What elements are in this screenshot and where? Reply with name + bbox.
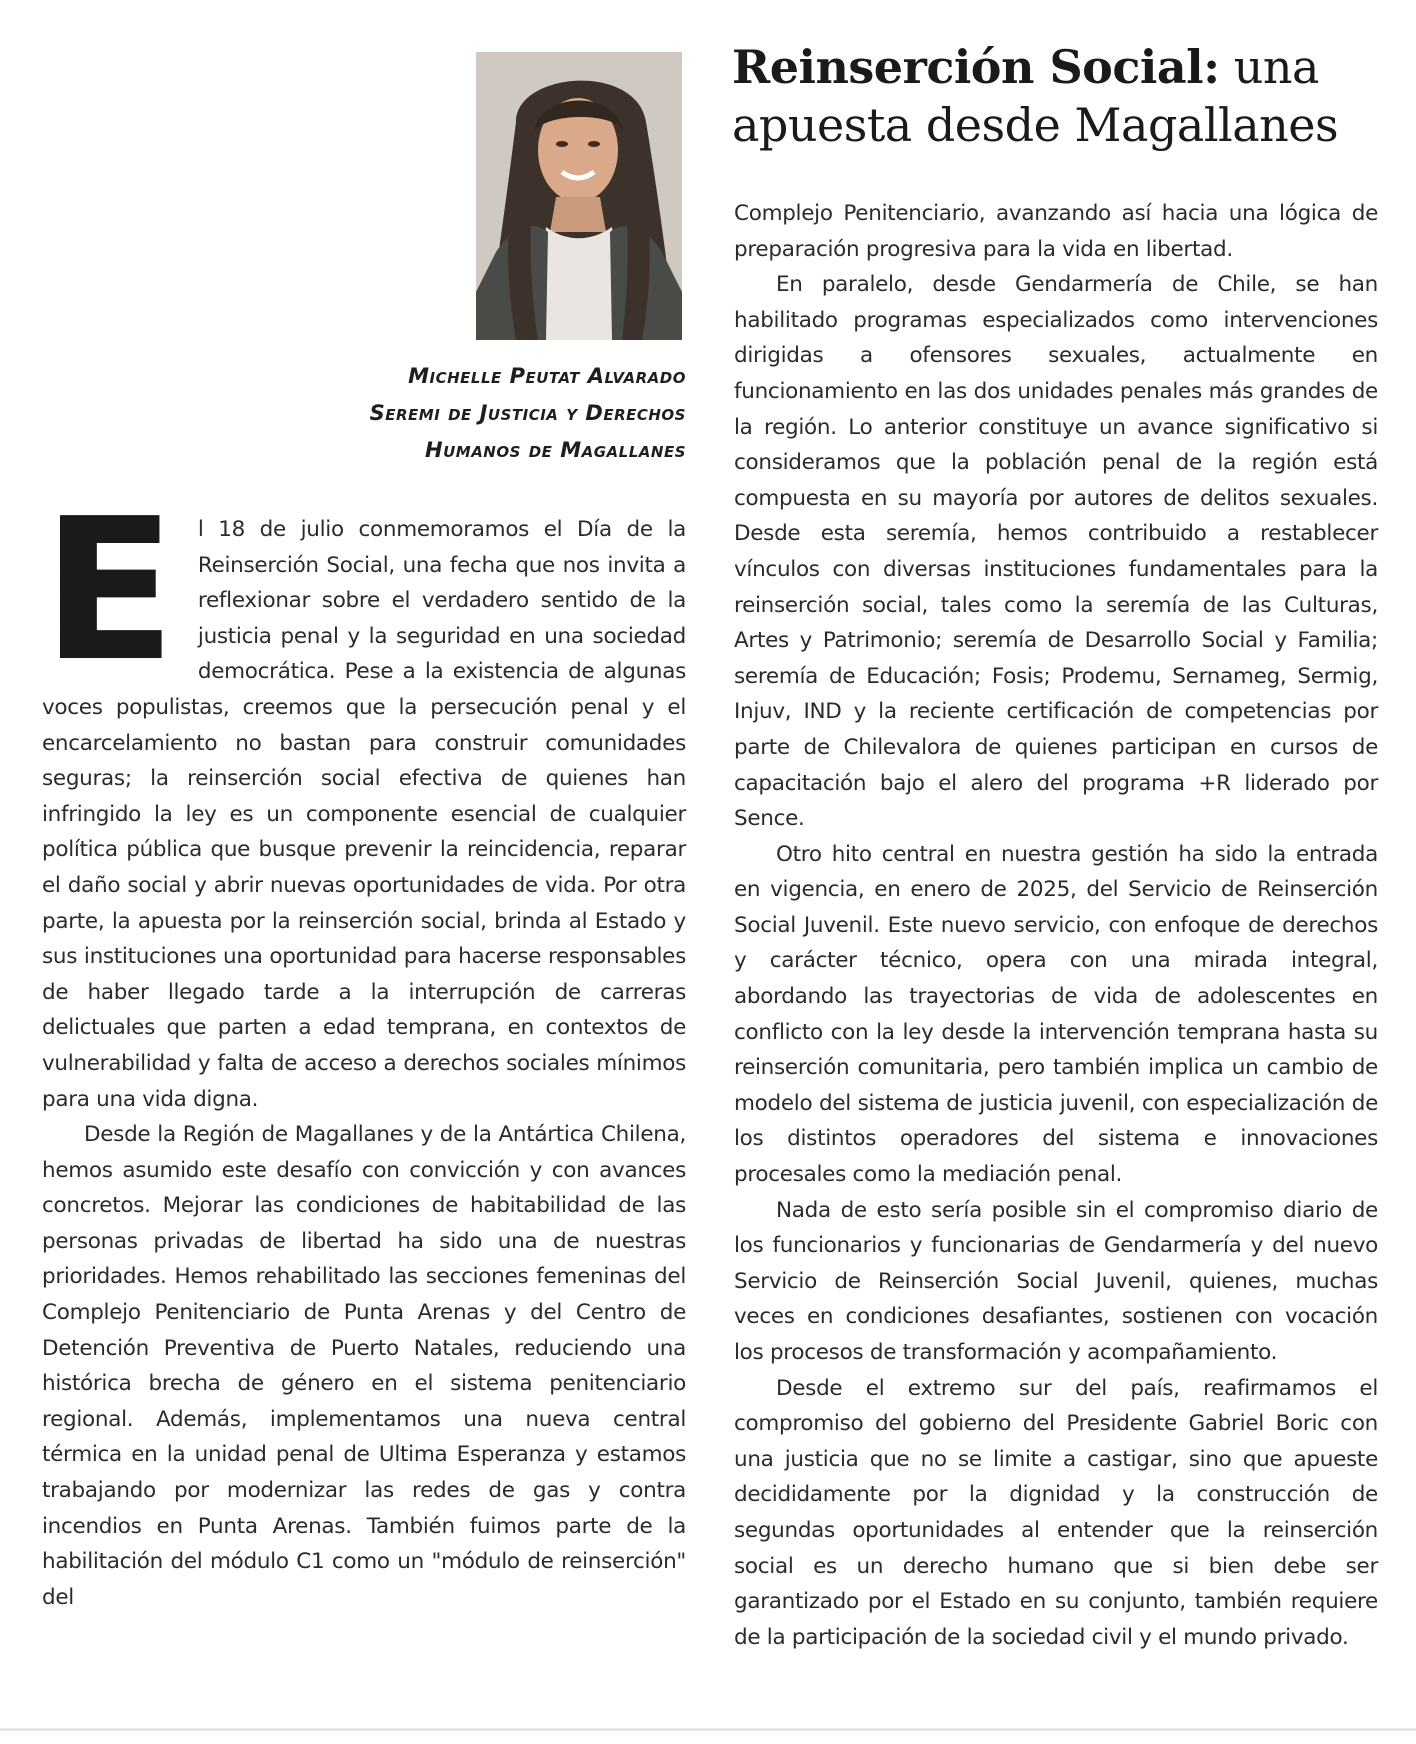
article-paragraph — [42, 477, 686, 1117]
author-role-line1: Seremi de Justicia y Derechos — [369, 401, 686, 425]
article-paragraph: Otro hito central en nuestra gestión ha sido la entrada en vigencia, en enero de 2025, del Servicio de Reinserción Social Juvenil. Este nuevo servicio, con enfoque de derechos y carácter técnico, opera con una mirada integral, abordando las trayectorias de vida de adolescentes en conflicto con la ley desde la intervención temprana hasta su reinserción comunitaria, pero también implica un cambio de modelo del sistema de justicia juvenil, con especialización de los distintos operadores del sistema e innovaciones procesales como la mediación penal. — [734, 841, 1378, 1188]
author-name: Michelle Peutat Alvarado — [408, 364, 686, 388]
article-title-rest: una apuesta desde Magallanes — [732, 40, 1339, 152]
article-title-bold: Reinserción Social: — [732, 40, 1220, 94]
bottom-divider — [0, 1728, 1416, 1731]
author-byline — [300, 358, 686, 469]
author-photo — [476, 52, 682, 340]
article-title — [732, 38, 1402, 154]
author-role-line2: Humanos de Magallanes — [425, 438, 686, 462]
article-paragraph: Nada de esto sería posible sin el compromiso diario de los funcionarios y funcionarias de Gendarmería y del nuevo Servicio de Reinserción Social Juvenil, quienes, muchas veces en condiciones desafiantes, sostienen con vocación los procesos de transformación y acompañamiento. — [734, 1197, 1378, 1365]
article-left-column — [42, 477, 686, 1615]
paragraph-text: l 18 de julio conmemoramos el Día de la Reinserción Social, una fecha que nos invita a reflexionar sobre el verdadero sentido de la justicia penal y la seguridad en una sociedad democrática. Pese a la existencia de algunas voces populistas, creemos que la persecución penal y el encarcelamiento no bastan para construir comunidades seguras; la reinserción social efectiva de quienes han infringido la ley es un componente esencial de cualquier política pública que busque prevenir la reincidencia, reparar el daño social y abrir nuevas oportunidades de vida. Por otra parte, la apuesta por la reinserción social, brinda al Estado y sus instituciones una oportunidad para hacerse responsables de haber llegado tarde a la interrupción de carreras delictuales que parten a edad temprana, en contextos de vulnerabilidad y falta de acceso a derechos sociales mínimos para una vida digna. — [42, 517, 686, 1112]
article-paragraph: Desde la Región de Magallanes y de la Antártica Chilena, hemos asumido este desafío con convicción y con avances concretos. Mejorar las condiciones de habitabilidad de las personas privadas de libertad ha sido una de nuestras prioridades. Hemos rehabilitado las secciones femeninas del Complejo Penitenciario de Punta Arenas y del Centro de Detención Preventiva de Puerto Natales, reduciendo una histórica brecha de género en el sistema penitenciario regional. Además, implementamos una nueva central térmica en la unidad penal de Ultima Esperanza y estamos trabajando por modernizar las redes de gas y contra incendios en Punta Arenas. También fuimos parte de la habilitación del módulo C1 como un "módulo de reinserción" del — [42, 1122, 686, 1610]
article-paragraph: Desde el extremo sur del país, reafirmamos el compromiso del gobierno del Presidente Gabriel Boric con una justicia que no se limite a castigar, sino que apueste decididamente por la dignidad y la construcción de segundas oportunidades al entender que la reinserción social es un derecho humano que si bien debe ser garantizado por el Estado en su conjunto, también requiere de la participación de la sociedad civil y el mundo privado. — [734, 1375, 1378, 1650]
article-right-column — [734, 196, 1378, 1655]
author-portrait-image — [476, 52, 682, 340]
drop-cap: E — [42, 477, 176, 705]
article-paragraph: Complejo Penitenciario, avanzando así hacia una lógica de preparación progresiva para la vida en libertad. — [734, 201, 1378, 262]
article-paragraph: En paralelo, desde Gendarmería de Chile, se han habilitado programas especializados como intervenciones dirigidas a ofensores sexuales, actualmente en funcionamiento en las dos unidades penales más grandes de la región. Lo anterior constituye un avance significativo si consideramos que la población penal de la región está compuesta en su mayoría por autores de delitos sexuales. Desde esta seremía, hemos contribuido a restablecer vínculos con diversas instituciones fundamentales para la reinserción social, tales como la seremía de las Culturas, Artes y Patrimonio; seremía de Desarrollo Social y Familia; seremía de Educación; Fosis; Prodemu, Sernameg, Sermig, Injuv, IND y la reciente certificación de competencias por parte de Chilevalora de quienes participan en cursos de capacitación bajo el alero del programa +R liderado por Sence. — [734, 272, 1378, 832]
